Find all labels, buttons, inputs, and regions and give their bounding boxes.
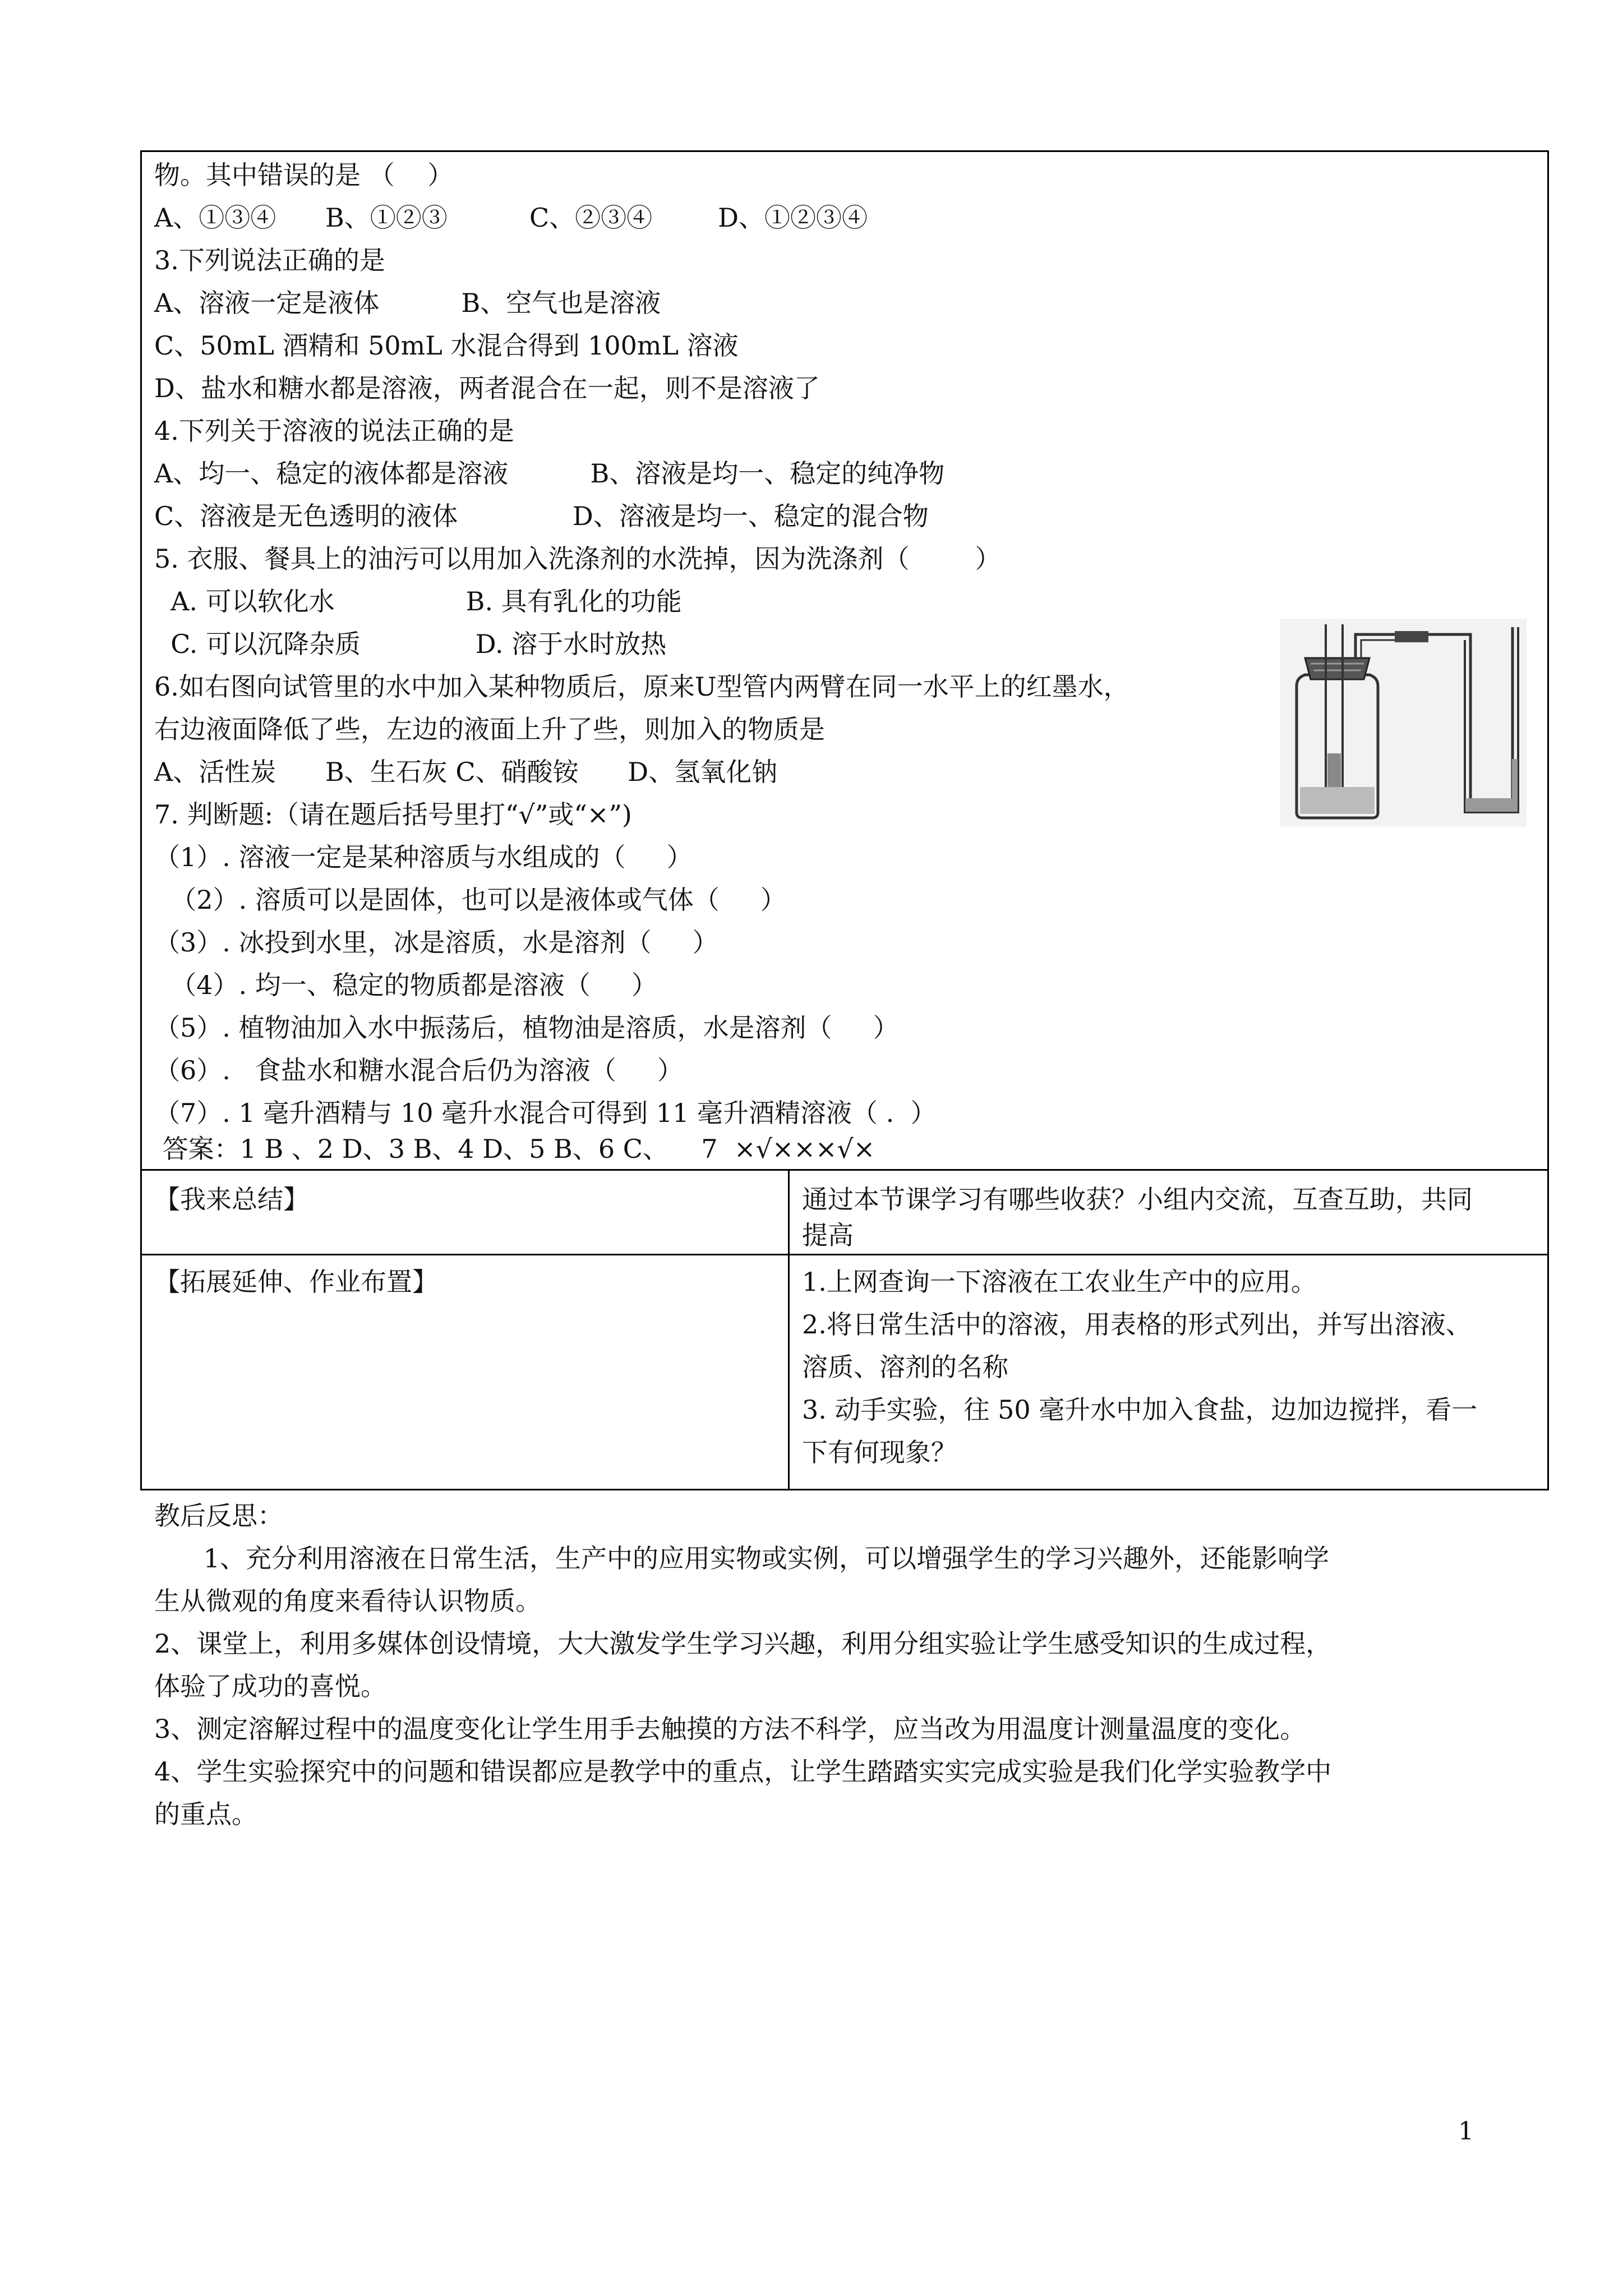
reflection-heading: 教后反思： — [154, 1501, 283, 1531]
question-5-stem: 5. 衣服、餐具上的油污可以用加入洗涤剂的水洗掉，因为洗涤剂（ ） — [154, 544, 1001, 574]
question-7-stem: 7. 判断题:（请在题后括号里打“√”或“×”) — [154, 799, 632, 830]
judgement-item: （3）. 冰投到水里，冰是溶质，水是溶剂（ ） — [154, 927, 718, 958]
judgement-item: （1）. 溶液一定是某种溶质与水组成的（ ） — [154, 842, 693, 872]
reflection-line: 4、学生实验探究中的问题和错误都应是教学中的重点，让学生踏踏实实完成实验是我们化学实验教学中 — [154, 1756, 1332, 1787]
homework-label: 【拓展延伸、作业布置】 — [154, 1267, 438, 1297]
reflection-line: 生从微观的角度来看待认识物质。 — [154, 1586, 541, 1616]
judgement-item: （6）. 食盐水和糖水混合后仍为溶液（ ） — [154, 1055, 683, 1085]
apparatus-icon — [1280, 619, 1527, 826]
reflection-line: 体验了成功的喜悦。 — [154, 1671, 386, 1701]
reflection-line: 2、课堂上，利用多媒体创设情境，大大激发学生学习兴趣，利用分组实验让学生感受知识的生成过程， — [154, 1628, 1332, 1659]
question-3-option-line: A、溶液一定是液体 B、空气也是溶液 — [154, 288, 661, 318]
homework-item: 3. 动手实验，往 50 毫升水中加入食盐，边加边搅拌，看一 — [802, 1395, 1478, 1425]
homework-item: 2.将日常生活中的溶液，用表格的形式列出，并写出溶液、 — [802, 1309, 1472, 1340]
reflection-line: 的重点。 — [154, 1799, 257, 1829]
reflection-line: 3、测定溶解过程中的温度变化让学生用手去触摸的方法不科学，应当改为用温度计测量温度的变化。 — [154, 1714, 1306, 1744]
question-3-option-line: C、50mL 酒精和 50mL 水混合得到 100mL 溶液 — [154, 330, 739, 361]
judgement-item: （2）. 溶质可以是固体，也可以是液体或气体（ ） — [154, 885, 786, 915]
page-number: 1 — [1458, 2117, 1474, 2146]
table-divider — [140, 1169, 1549, 1171]
u-tube-apparatus-diagram — [1280, 619, 1527, 826]
question-2-tail: 物。其中错误的是 （ ） — [154, 160, 454, 190]
question-6-stem: 6.如右图向试管里的水中加入某种物质后，原来U型管内两臂在同一水平上的红墨水， — [154, 671, 1129, 702]
judgement-item: （7）. 1 毫升酒精与 10 毫升水混合可得到 11 毫升酒精溶液（ . ） — [154, 1098, 937, 1128]
question-6-stem: 右边液面降低了些，左边的液面上升了些，则加入的物质是 — [154, 714, 825, 744]
question-4-stem: 4.下列关于溶液的说法正确的是 — [154, 416, 514, 446]
summary-text: 通过本节课学习有哪些收获？小组内交流，互查互助，共同 — [802, 1184, 1473, 1214]
question-6-options: A、活性炭 B、生石灰 C、硝酸铵 D、氢氧化钠 — [154, 757, 778, 787]
table-column-divider — [788, 1169, 790, 1490]
homework-item: 1.上网查询一下溶液在工农业生产中的应用。 — [802, 1267, 1317, 1297]
question-5-option-line: A. 可以软化水 B. 具有乳化的功能 — [154, 586, 682, 616]
question-4-option-line: C、溶液是无色透明的液体 D、溶液是均一、稳定的混合物 — [154, 501, 929, 531]
judgement-item: （4）. 均一、稳定的物质都是溶液（ ） — [154, 970, 657, 1000]
summary-label: 【我来总结】 — [154, 1184, 309, 1214]
judgement-item: （5）. 植物油加入水中振荡后，植物油是溶质，水是溶剂（ ） — [154, 1013, 899, 1043]
question-5-option-line: C. 可以沉降杂质 D. 溶于水时放热 — [154, 629, 667, 659]
question-3-stem: 3.下列说法正确的是 — [154, 245, 385, 275]
summary-text: 提高 — [802, 1220, 854, 1250]
question-4-option-line: A、均一、稳定的液体都是溶液 B、溶液是均一、稳定的纯净物 — [154, 458, 945, 489]
question-3-option-line: D、盐水和糖水都是溶液，两者混合在一起，则不是溶液了 — [154, 373, 820, 403]
answer-key: 答案：1 B 、2 D、3 B、4 D、5 B、6 C、 7 ×√×××√× — [154, 1134, 875, 1164]
homework-item: 下有何现象？ — [802, 1437, 957, 1467]
table-divider — [140, 1254, 1549, 1255]
homework-item: 溶质、溶剂的名称 — [802, 1352, 1008, 1382]
reflection-line: 1、充分利用溶液在日常生活，生产中的应用实物或实例，可以增强学生的学习兴趣外，还能影响学 — [154, 1543, 1329, 1573]
question-2-options: A、①③④ B、①②③ C、②③④ D、①②③④ — [154, 203, 868, 233]
